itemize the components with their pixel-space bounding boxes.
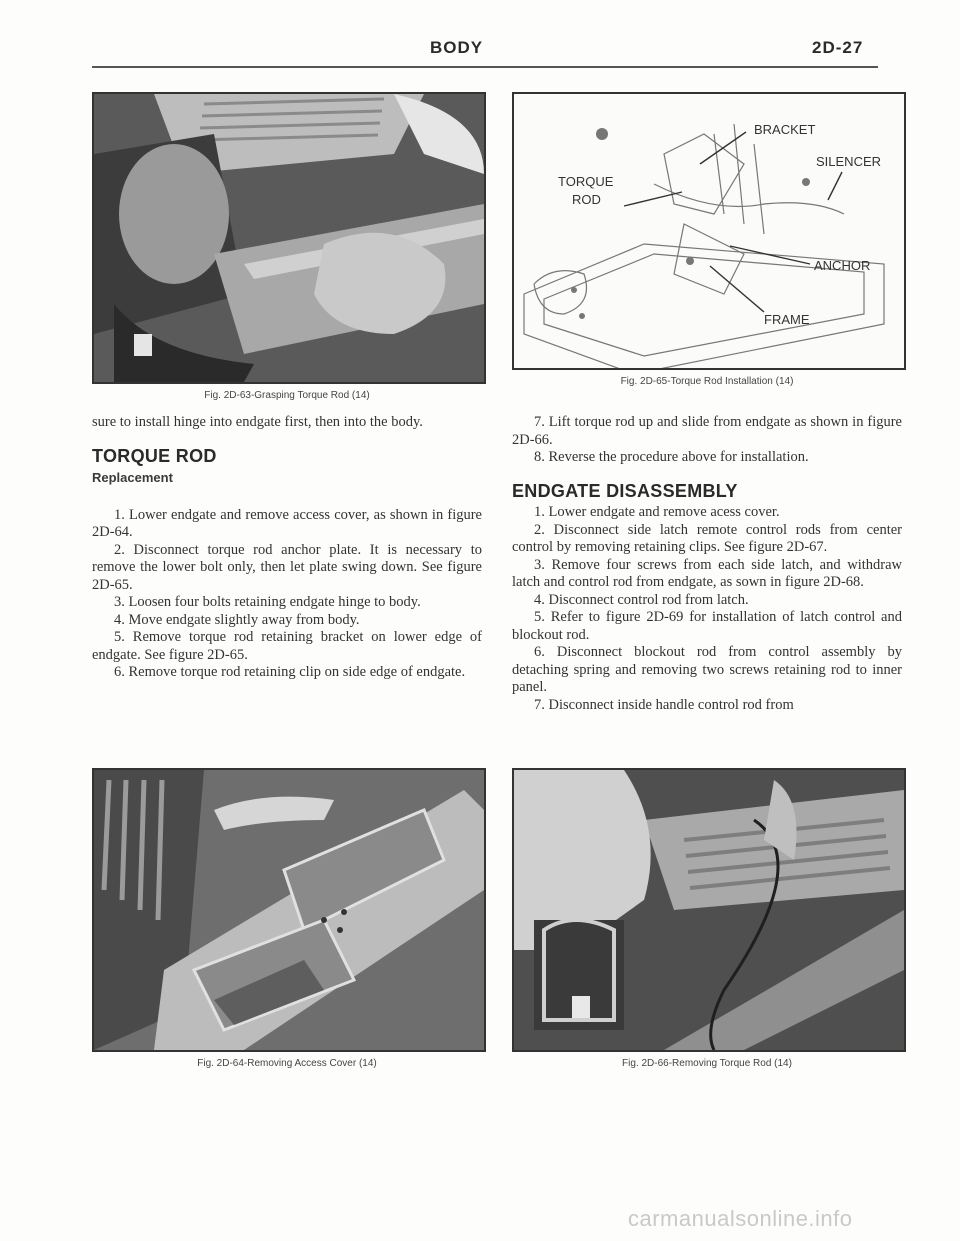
figure-caption: Fig. 2D-63-Grasping Torque Rod (14) <box>204 390 370 401</box>
step-item: 6. Remove torque rod retaining clip on side edge of endgate. <box>114 664 466 680</box>
diagram-torque-rod-installation <box>514 94 904 368</box>
step-item: 3. Remove four screws from each side latch, and withdraw latch and control rod from endgate, as sown in figure 2D-68. <box>512 556 902 590</box>
photo-removing-torque-rod <box>514 770 904 1050</box>
step-item: 8. Reverse the procedure above for installation. <box>534 449 809 465</box>
label-anchor: ANCHOR <box>814 258 871 273</box>
step-item: 4. Move endgate slightly away from body. <box>114 611 360 628</box>
photo-grasping-torque-rod <box>94 94 484 382</box>
figure-caption: Fig. 2D-66-Removing Torque Rod (14) <box>622 1058 792 1069</box>
figure-grasping-torque-rod <box>92 92 486 384</box>
left-column <box>92 414 482 682</box>
section-heading-endgate-disassembly: ENDGATE DISASSEMBLY <box>512 480 738 501</box>
step-item: 2. Disconnect torque rod anchor plate. It is necessary to remove the lower bolt only, then let plate swing down. See figure 2D-65. <box>92 541 482 593</box>
label-frame: FRAME <box>764 312 810 327</box>
step-item: 3. Loosen four bolts retaining endgate hinge to body. <box>114 594 421 610</box>
step-item: 7. Disconnect inside handle control rod from <box>534 696 794 713</box>
figure-torque-rod-installation <box>512 92 906 370</box>
label-rod: ROD <box>572 192 601 207</box>
page-number: 2D-27 <box>812 38 864 57</box>
paragraph-intro: sure to install hinge into endgate first, then into the body. <box>92 414 423 430</box>
subheading-replacement: Replacement <box>92 470 173 485</box>
figure-removing-torque-rod <box>512 768 906 1052</box>
step-item: 5. Refer to figure 2D-69 for installation of latch control and blockout rod. <box>512 609 902 643</box>
section-title: BODY <box>430 38 484 57</box>
step-item: 1. Lower endgate and remove access cover, as shown in figure 2D-64. <box>92 506 482 540</box>
step-item: 4. Disconnect control rod from latch. <box>534 591 749 608</box>
label-torque: TORQUE <box>558 174 614 189</box>
figure-caption: Fig. 2D-65-Torque Rod Installation (14) <box>620 376 794 387</box>
label-silencer: SILENCER <box>816 154 882 169</box>
label-bracket: BRACKET <box>754 122 816 137</box>
watermark: carmanualsonline.info <box>628 1206 853 1231</box>
step-item: 5. Remove torque rod retaining bracket on lower edge of endgate. See figure 2D-65. <box>92 629 482 663</box>
right-column <box>512 414 902 714</box>
step-item: 6. Disconnect blockout rod from control assembly by detaching spring and removing two screws retaining rod to inner panel. <box>512 644 902 695</box>
step-item: 1. Lower endgate and remove acess cover. <box>534 504 780 520</box>
figure-removing-access-cover <box>92 768 486 1052</box>
section-heading-torque-rod: TORQUE ROD <box>92 445 217 466</box>
step-item: 2. Disconnect side latch remote control rods from center control by removing retaining clips. See figure 2D-67. <box>512 521 902 555</box>
figure-caption: Fig. 2D-64-Removing Access Cover (14) <box>197 1058 377 1069</box>
step-item: 7. Lift torque rod up and slide from endgate as shown in figure 2D-66. <box>512 414 902 448</box>
header-divider <box>92 66 878 68</box>
photo-removing-access-cover <box>94 770 484 1050</box>
